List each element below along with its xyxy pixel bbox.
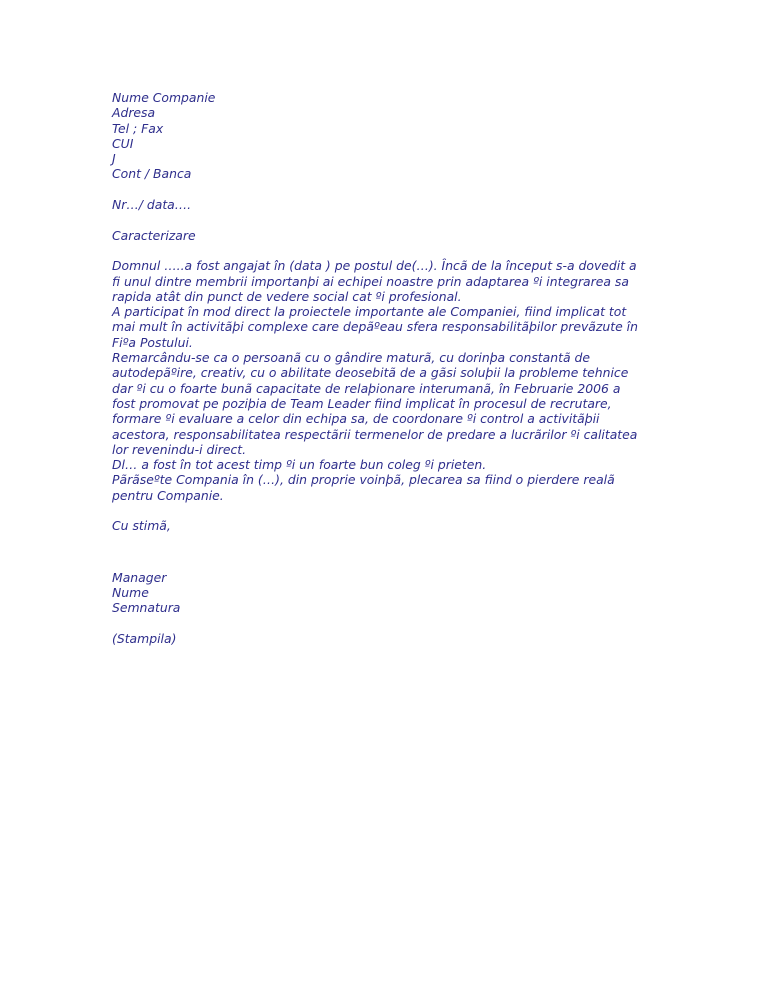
body-line: fi unul dintre membrii importanþi ai echipei noastre prin adaptarea ºi integrarea sa [112, 273, 629, 289]
body-line: Remarcându-se ca o persoanã cu o gândire maturã, cu dorinþa constantã de [112, 350, 590, 366]
body-line: Domnul …..a fost angajat în (data ) pe postul de(…). Încã de la început s-a dovedit a [112, 258, 637, 274]
spacer [112, 182, 657, 197]
body-line: A participat în mod direct la proiectele importante ale Companiei, fiind implicat tot [112, 304, 627, 320]
body-line: Fiºa Postului. [112, 334, 193, 350]
company-tel-fax: Tel ; Fax [112, 120, 164, 136]
stamp-label: (Stampila) [112, 630, 177, 646]
company-j: J [112, 151, 116, 167]
spacer [112, 212, 657, 227]
body-text [112, 258, 657, 503]
closing-line: Cu stimã, [112, 518, 171, 534]
body-line: lor revenindu-i direct. [112, 441, 247, 457]
company-name: Nume Companie [112, 90, 216, 105]
spacer [112, 503, 657, 518]
body-line: Pãrãseºte Compania în (…), din proprie voinþã, plecarea sa fiind o pierdere realã [112, 472, 615, 488]
signature-role: Manager [112, 569, 167, 585]
body-line: Dl… a fost în tot acest timp ºi un foarte bun coleg ºi prieten. [112, 457, 487, 473]
company-address: Adresa [112, 105, 156, 121]
document-title: Caracterizare [112, 227, 196, 243]
body-line: acestora, responsabilitatea respectãrii termenelor de predare a lucrãrilor ºi calitatea [112, 426, 638, 442]
company-account-bank: Cont / Banca [112, 166, 192, 182]
signature-name: Nume [112, 584, 149, 600]
reference-line: Nr…/ data…. [112, 197, 192, 213]
body-line: formare ºi evaluare a celor din echipa sa, de coordonare ºi control a activitãþii [112, 411, 600, 427]
letter-body [112, 90, 657, 646]
body-line: fost promovat pe poziþia de Team Leader fiind implicat în procesul de recrutare, [112, 395, 612, 411]
body-line: dar ºi cu o foarte bunã capacitate de relaþionare interumanã, în Februarie 2006 a [112, 380, 621, 396]
spacer [112, 243, 657, 258]
signature-label: Semnatura [112, 600, 181, 616]
body-line: rapida atât din punct de vedere social cat ºi profesional. [112, 288, 462, 304]
company-cui: CUI [112, 135, 134, 151]
body-line: mai mult în activitãþi complexe care depãºeau sfera responsabilitãþilor prevãzute în [112, 319, 638, 335]
spacer [112, 534, 657, 570]
body-line: pentru Companie. [112, 487, 224, 503]
spacer [112, 616, 657, 631]
body-line: autodepãºire, creativ, cu o abilitate deosebitã de a gãsi soluþii la probleme tehnice [112, 365, 629, 381]
